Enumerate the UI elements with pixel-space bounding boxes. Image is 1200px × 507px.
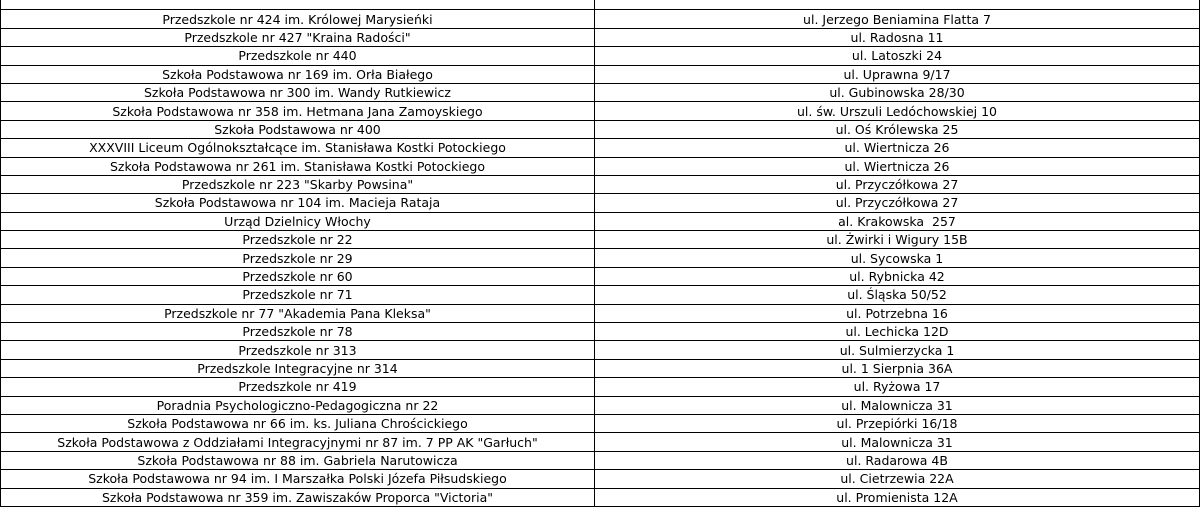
- address-cell[interactable]: ul. Śląska 50/52: [595, 286, 1200, 304]
- table-row: [1, 414, 1200, 432]
- table-row: [1, 212, 1200, 230]
- address-cell[interactable]: ul. Sulmierzycka 1: [595, 341, 1200, 359]
- address-cell[interactable]: ul. Radarowa 4B: [595, 451, 1200, 469]
- institution-name-cell[interactable]: Przedszkole nr 313: [1, 341, 595, 359]
- table-row: [1, 433, 1200, 451]
- table-row: [1, 341, 1200, 359]
- table-row: [1, 10, 1200, 28]
- institution-name-cell[interactable]: Przedszkole nr 77 "Akademia Pana Kleksa": [1, 304, 595, 322]
- institution-name-cell[interactable]: Przedszkole Integracyjne nr 314: [1, 359, 595, 377]
- table-row: [1, 139, 1200, 157]
- address-cell[interactable]: ul. Wiertnicza 26: [595, 139, 1200, 157]
- table-row: [1, 359, 1200, 377]
- table-row: [1, 65, 1200, 83]
- institution-name-cell[interactable]: Przedszkole nr 440: [1, 47, 595, 65]
- address-cell[interactable]: ul. Jerzego Beniamina Flatta 7: [595, 10, 1200, 28]
- address-cell[interactable]: al. Krakowska 257: [595, 212, 1200, 230]
- table-row: [1, 157, 1200, 175]
- table-row: [1, 120, 1200, 138]
- table-row: [1, 231, 1200, 249]
- institution-name-cell[interactable]: Przedszkole nr 223 "Skarby Powsina": [1, 175, 595, 193]
- institution-name-cell[interactable]: Przedszkole nr 22: [1, 231, 595, 249]
- institution-name-cell[interactable]: XXXVIII Liceum Ogólnokształcące im. Stanisława Kostki Potockiego: [1, 139, 595, 157]
- table-row: [1, 488, 1200, 506]
- table-row: [1, 267, 1200, 285]
- table-row: [1, 175, 1200, 193]
- institution-name-cell[interactable]: Szkoła Podstawowa nr 94 im. I Marszałka Polski Józefa Piłsudskiego: [1, 470, 595, 488]
- table-row: [1, 286, 1200, 304]
- address-cell[interactable]: ul. Uprawna 9/17: [595, 65, 1200, 83]
- address-cell[interactable]: ul. Latoszki 24: [595, 47, 1200, 65]
- institution-name-cell[interactable]: Przedszkole nr 78: [1, 323, 595, 341]
- address-cell[interactable]: ul. Lechicka 12D: [595, 323, 1200, 341]
- table-row: [1, 47, 1200, 65]
- table-row: [1, 451, 1200, 469]
- address-cell[interactable]: ul. Ryżowa 17: [595, 378, 1200, 396]
- table-row: [1, 194, 1200, 212]
- institution-name-cell[interactable]: Przedszkole nr 419: [1, 378, 595, 396]
- institution-name-cell[interactable]: [1, 0, 595, 10]
- institution-name-cell[interactable]: Szkoła Podstawowa nr 400: [1, 120, 595, 138]
- table-row: [1, 378, 1200, 396]
- institution-name-cell[interactable]: Urząd Dzielnicy Włochy: [1, 212, 595, 230]
- institution-name-cell[interactable]: Szkoła Podstawowa nr 169 im. Orła Białego: [1, 65, 595, 83]
- table-row: [1, 102, 1200, 120]
- address-cell[interactable]: ul. Gubinowska 28/30: [595, 83, 1200, 101]
- institution-name-cell[interactable]: Szkoła Podstawowa nr 359 im. Zawiszaków Proporca "Victoria": [1, 488, 595, 506]
- table-row: [1, 470, 1200, 488]
- institution-name-cell[interactable]: Przedszkole nr 427 "Kraina Radości": [1, 28, 595, 46]
- institution-name-cell[interactable]: Przedszkole nr 60: [1, 267, 595, 285]
- address-cell[interactable]: ul. Sycowska 1: [595, 249, 1200, 267]
- institution-name-cell[interactable]: Szkoła Podstawowa nr 104 im. Macieja Rataja: [1, 194, 595, 212]
- table-row: [1, 396, 1200, 414]
- table-row: [1, 304, 1200, 322]
- address-cell[interactable]: ul. Rybnicka 42: [595, 267, 1200, 285]
- institution-name-cell[interactable]: Przedszkole nr 71: [1, 286, 595, 304]
- table-row: [1, 249, 1200, 267]
- institution-name-cell[interactable]: Szkoła Podstawowa nr 300 im. Wandy Rutkiewicz: [1, 83, 595, 101]
- address-cell[interactable]: ul. Oś Królewska 25: [595, 120, 1200, 138]
- address-cell[interactable]: ul. Potrzebna 16: [595, 304, 1200, 322]
- institution-name-cell[interactable]: Poradnia Psychologiczno-Pedagogiczna nr 22: [1, 396, 595, 414]
- table-row: [1, 323, 1200, 341]
- institution-name-cell[interactable]: Szkoła Podstawowa nr 88 im. Gabriela Narutowicza: [1, 451, 595, 469]
- address-cell[interactable]: ul. Malownicza 31: [595, 396, 1200, 414]
- institution-name-cell[interactable]: Przedszkole nr 29: [1, 249, 595, 267]
- address-cell[interactable]: [595, 0, 1200, 10]
- address-cell[interactable]: ul. Cietrzewia 22A: [595, 470, 1200, 488]
- table-row: [1, 28, 1200, 46]
- table-body: [1, 0, 1200, 506]
- address-cell[interactable]: ul. Przepiórki 16/18: [595, 414, 1200, 432]
- table-row: [1, 0, 1200, 10]
- address-cell[interactable]: ul. Promienista 12A: [595, 488, 1200, 506]
- address-cell[interactable]: ul. 1 Sierpnia 36A: [595, 359, 1200, 377]
- address-cell[interactable]: ul. Radosna 11: [595, 28, 1200, 46]
- address-cell[interactable]: ul. Żwirki i Wigury 15B: [595, 231, 1200, 249]
- institution-name-cell[interactable]: Szkoła Podstawowa nr 66 im. ks. Juliana Chrościckiego: [1, 414, 595, 432]
- institution-name-cell[interactable]: Szkoła Podstawowa nr 261 im. Stanisława Kostki Potockiego: [1, 157, 595, 175]
- institution-name-cell[interactable]: Przedszkole nr 424 im. Królowej Marysieńki: [1, 10, 595, 28]
- address-cell[interactable]: ul. Przyczółkowa 27: [595, 175, 1200, 193]
- institution-name-cell[interactable]: Szkoła Podstawowa z Oddziałami Integracyjnymi nr 87 im. 7 PP AK "Garłuch": [1, 433, 595, 451]
- institution-name-cell[interactable]: Szkoła Podstawowa nr 358 im. Hetmana Jana Zamoyskiego: [1, 102, 595, 120]
- address-cell[interactable]: ul. św. Urszuli Ledóchowskiej 10: [595, 102, 1200, 120]
- address-cell[interactable]: ul. Przyczółkowa 27: [595, 194, 1200, 212]
- address-cell[interactable]: ul. Malownicza 31: [595, 433, 1200, 451]
- address-cell[interactable]: ul. Wiertnicza 26: [595, 157, 1200, 175]
- table-row: [1, 83, 1200, 101]
